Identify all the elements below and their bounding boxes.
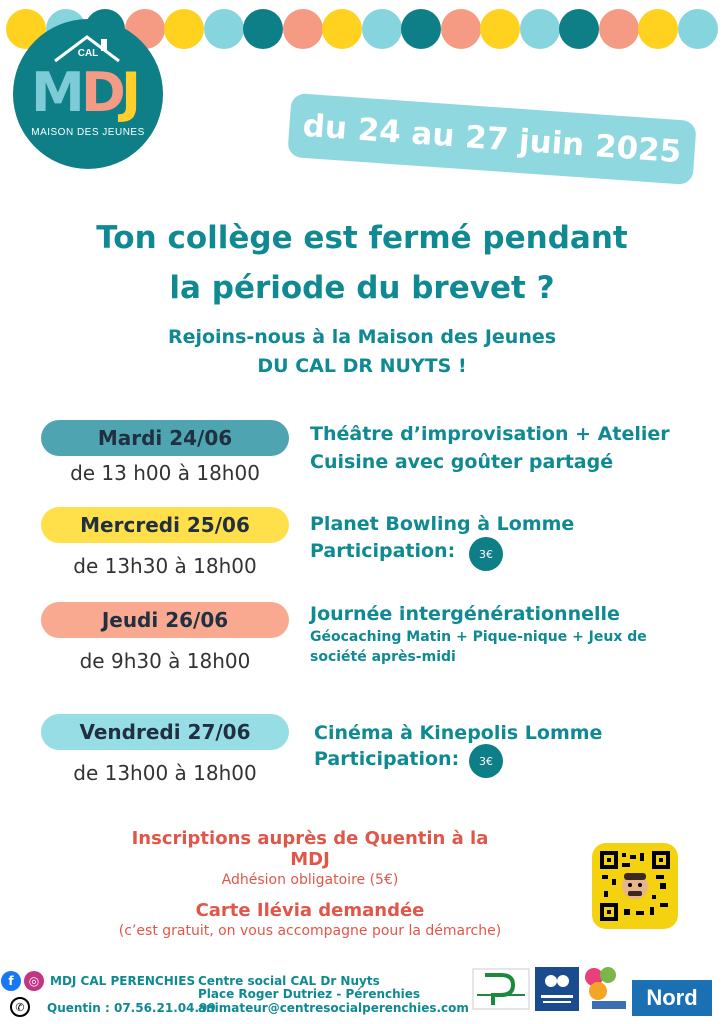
date-banner — [287, 93, 696, 185]
registration-title: Inscriptions auprès de Quentin à la MDJ — [131, 828, 489, 870]
federation-centres-sociaux-logo-icon — [582, 965, 630, 1013]
hours-tuesday: de 13 h00 à 18h00 — [70, 461, 260, 485]
day-pill-friday: Vendredi 27/06 — [41, 714, 289, 750]
decorative-dot — [638, 9, 678, 49]
decorative-dot — [322, 9, 362, 49]
activity-wednesday-line-1: Planet Bowling à Lomme — [310, 513, 575, 535]
decorative-dot — [243, 9, 283, 49]
hours-wednesday: de 13h30 à 18h00 — [73, 554, 257, 578]
headline-line-1: Ton collège est fermé pendant — [96, 220, 628, 256]
qr-code-icon — [600, 851, 670, 921]
hours-thursday: de 9h30 à 18h00 — [79, 649, 251, 673]
logo-subtitle: MAISON DES JEUNES — [31, 127, 145, 138]
phone-number[interactable]: Quentin : 07.56.21.04.99 — [47, 1001, 216, 1015]
decorative-dot — [362, 9, 402, 49]
activity-wednesday-line-2: Participation: — [310, 540, 456, 562]
activity-tuesday-line-2: Cuisine avec goûter partagé — [310, 451, 614, 473]
logo-letter-m: M — [31, 61, 85, 124]
activity-friday-line-2: Participation: — [314, 748, 460, 770]
center-name: Centre social CAL Dr Nuyts — [198, 974, 380, 988]
subheadline-line-1: Rejoins-nous à la Maison des Jeunes — [167, 326, 557, 348]
registration-block — [110, 828, 510, 939]
decorative-dot — [204, 9, 244, 49]
card-title: Carte Ilévia demandée — [195, 900, 425, 921]
activity-thursday-line-1: Journée intergénérationnelle — [310, 603, 620, 625]
date-banner-text: du 24 au 27 juin 2025 — [301, 107, 683, 171]
activity-thursday-detail-2: société après-midi — [310, 649, 456, 665]
logo-cal-text: CAL — [77, 48, 99, 59]
activity-tuesday-line-1: Théâtre d’improvisation + Atelier — [310, 423, 670, 445]
qr-code[interactable] — [592, 843, 678, 929]
decorative-dot — [480, 9, 520, 49]
price-badge-wednesday: 3€ — [469, 537, 503, 571]
phone-icon: ✆ — [10, 997, 30, 1017]
decorative-dot — [164, 9, 204, 49]
decorative-dot — [441, 9, 481, 49]
facebook-icon[interactable]: f — [1, 971, 21, 991]
caf-logo-icon — [535, 965, 579, 1013]
price-badge-friday: 3€ — [469, 744, 503, 778]
decorative-dot — [559, 9, 599, 49]
day-pill-wednesday: Mercredi 25/06 — [41, 507, 289, 543]
card-note: (c’est gratuit, on vous accompagne pour la démarche) — [118, 923, 502, 939]
hours-friday: de 13h00 à 18h00 — [73, 761, 257, 785]
headline-line-2: la période du brevet ? — [169, 270, 555, 306]
decorative-dot — [599, 9, 639, 49]
activity-friday-line-1: Cinéma à Kinepolis Lomme — [314, 722, 603, 744]
instagram-icon[interactable]: ◎ — [24, 971, 44, 991]
logo-letter-d: D — [81, 61, 126, 124]
day-pill-thursday: Jeudi 26/06 — [41, 602, 289, 638]
decorative-dot — [678, 9, 718, 49]
decorative-dot — [283, 9, 323, 49]
day-pill-tuesday: Mardi 24/06 — [41, 420, 289, 456]
center-address: Place Roger Dutriez - Pérenchies — [198, 987, 421, 1001]
activity-thursday-detail-1: Géocaching Matin + Pique-nique + Jeux de — [310, 629, 647, 645]
social-account-name[interactable]: MDJ CAL PERENCHIES — [50, 974, 196, 988]
mdj-logo — [13, 19, 163, 169]
registration-note: Adhésion obligatoire (5€) — [221, 872, 399, 888]
decorative-dot — [520, 9, 560, 49]
logo-mdj-letters — [31, 61, 151, 125]
logo-letter-j: J — [121, 61, 142, 124]
decorative-dot — [401, 9, 441, 49]
nord-department-logo: Nord — [632, 980, 712, 1016]
subheadline-line-2: DU CAL DR NUYTS ! — [257, 355, 467, 377]
perenchies-logo-icon — [471, 965, 531, 1013]
email-link[interactable]: animateur@centresocialperenchies.com — [198, 1001, 469, 1015]
